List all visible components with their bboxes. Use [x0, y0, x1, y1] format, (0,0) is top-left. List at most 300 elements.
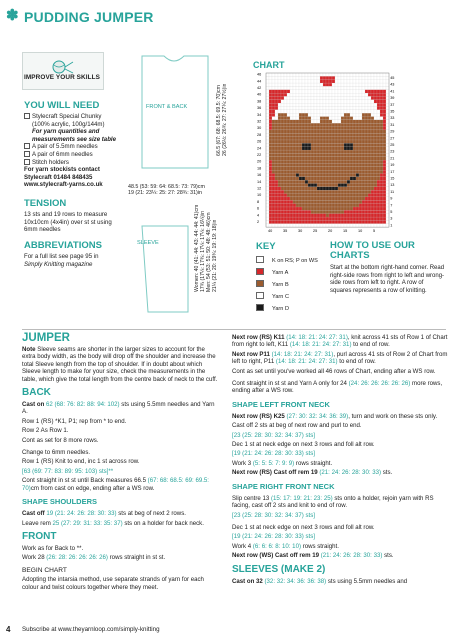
chart-cell: [359, 160, 362, 163]
chart-cell: [353, 224, 356, 227]
chart-cell: [308, 100, 311, 103]
chart-cell: [332, 96, 335, 99]
chart-cell: [272, 86, 275, 89]
chart-cell: [377, 210, 380, 213]
text: , purl across 41 sts of Row 2 of Chart from left to right, P11: [232, 350, 448, 366]
text: sts.: [382, 552, 394, 560]
pattern-left-column: JUMPER Note Sleeve seams are shorter in the larger sizes to account for the extra body width, as the body will drop off the shoulder and increase the total Sleeve length from the top of shoulder. If in doubt about which Sleeve length to make for your size, check the measurements in the table, which give the total length from the centre back of neck to the cuff. BACK Cast on 62 (68: 76: 82: 88: 94: 102) sts using 5.5mm needles and Yarn A. Row 1 (RS) *K1, P1; rep from * to end. Row 2 As Row 1. Cont as set for 8 more rows. Change to 6mm needles. Row 1 (RS) Knit to end, inc 1 st across row. [63 (69: 77: 83: 89: 95: 103) sts]** Cont straight in st st until Back measures 66.5 (67: 68: 68.5: 69: 69.5: 70)cm from cast on edge, ending after a WS row. SHAPE SHOULDERS Cast off 19 (21: 24: 26: 28: 30: 33) sts at beg of next 2 rows. Leave rem 25 (27: 29: 31: 33: 35: 37) sts on a holder for back neck. FRONT Work as for Back to **. Work 28 (26: 28: 26: 26: 26: 26) rows straight in st st. BEGIN CHART Adopting the intarsia method, use separate strands of yarn for each colour and twist colours together where they meet.: [22, 332, 218, 591]
chart-cell: [314, 110, 317, 113]
chart-cell: [341, 160, 344, 163]
chart-cell: [284, 90, 287, 93]
chart-cell: [323, 107, 326, 110]
chart-cell: [278, 187, 281, 190]
chart-cell: [329, 217, 332, 220]
chart-cell: [332, 86, 335, 89]
chart-cell: [359, 127, 362, 130]
chart-cell: [311, 140, 314, 143]
chart-cell: [275, 197, 278, 200]
key-swatch: [256, 256, 264, 263]
chart-cell: [344, 127, 347, 130]
chart-cell: [275, 130, 278, 133]
chart-cell: [341, 90, 344, 93]
chart-cell: [272, 103, 275, 106]
chart-cell: [320, 127, 323, 130]
chart-cell: [314, 80, 317, 83]
chart-cell: [338, 147, 341, 150]
chart-row-number: 4: [257, 213, 260, 218]
chart-cell: [272, 137, 275, 140]
chart-cell: [290, 224, 293, 227]
chart-cell: [353, 157, 356, 160]
chart-cell: [290, 167, 293, 170]
text: Work 28: [22, 554, 47, 562]
size-values: (27: 30: 32: 34: 36: 39): [286, 412, 349, 420]
chart-cell: [320, 210, 323, 213]
chart-cell: [320, 177, 323, 180]
chart-cell: [338, 76, 341, 79]
chart-cell: [317, 100, 320, 103]
chart-cell: [317, 160, 320, 163]
chart-cell: [380, 103, 383, 106]
chart-cell: [353, 76, 356, 79]
text: Next row (RS) Cast off rem 19: [232, 469, 320, 477]
chart-cell: [296, 76, 299, 79]
chart-cell: [377, 110, 380, 113]
chart-cell: [371, 133, 374, 136]
chart-cell: [380, 217, 383, 220]
chart-cell: [275, 96, 278, 99]
chart-cell: [266, 153, 269, 156]
chart-cell: [329, 200, 332, 203]
chart-cell: [356, 80, 359, 83]
chart-cell: [317, 147, 320, 150]
key-heading: KEY: [256, 241, 276, 252]
chart-cell: [305, 133, 308, 136]
chart-cell: [299, 190, 302, 193]
chart-cell: [302, 217, 305, 220]
chart-cell: [353, 107, 356, 110]
chart-cell: [326, 200, 329, 203]
chart-cell: [266, 117, 269, 120]
chart-cell: [275, 150, 278, 153]
chart-cell: [272, 167, 275, 170]
chart-cell: [371, 93, 374, 96]
chart-cell: [326, 93, 329, 96]
chart-cell: [350, 160, 353, 163]
chart-cell: [281, 207, 284, 210]
chart-cell: [293, 174, 296, 177]
chart-cell: [350, 130, 353, 133]
chart-cell: [281, 150, 284, 153]
chart-cell: [365, 143, 368, 146]
measure-line: 19 (21: 23¼: 25: 27: 28¾: 31)in: [128, 190, 202, 197]
chart-cell: [359, 130, 362, 133]
text: sts using 5.5mm needles and: [326, 577, 408, 585]
chart-cell: [302, 214, 305, 217]
chart-row-number: 28: [257, 132, 262, 137]
chart-cell: [323, 190, 326, 193]
chart-cell: [332, 187, 335, 190]
chart-cell: [308, 120, 311, 123]
chart-cell: [275, 113, 278, 116]
chart-cell: [305, 157, 308, 160]
chart-cell: [371, 137, 374, 140]
chart-cell: [284, 163, 287, 166]
chart-cell: [356, 210, 359, 213]
key-item: [256, 292, 289, 300]
chart-cell: [362, 157, 365, 160]
chart-cell: [377, 153, 380, 156]
chart-cell: [320, 147, 323, 150]
chart-cell: [266, 217, 269, 220]
chart-cell: [359, 96, 362, 99]
chart-row-number: 21: [390, 156, 395, 161]
chart-cell: [266, 80, 269, 83]
chart-cell: [290, 184, 293, 187]
chart-cell: [323, 150, 326, 153]
chart-cell: [380, 157, 383, 160]
chart-cell: [290, 76, 293, 79]
chart-cell: [278, 113, 281, 116]
chart-cell: [275, 184, 278, 187]
chart-cell: [320, 76, 323, 79]
chart-cell: [275, 140, 278, 143]
chart-cell: [383, 140, 386, 143]
chart-cell: [311, 117, 314, 120]
chart-cell: [365, 137, 368, 140]
chart-cell: [320, 117, 323, 120]
chart-cell: [320, 140, 323, 143]
chart-cell: [272, 217, 275, 220]
chart-cell: [380, 170, 383, 173]
chart-cell: [269, 76, 272, 79]
chart-cell: [347, 167, 350, 170]
chart-cell: [311, 86, 314, 89]
chart-cell: [308, 160, 311, 163]
chart-cell: [290, 120, 293, 123]
chart-cell: [335, 133, 338, 136]
size-values: [63 (69: 77: 83: 89: 95: 103) sts]**: [22, 467, 114, 475]
chart-cell: [365, 113, 368, 116]
chart-cell: [308, 130, 311, 133]
chart-cell: [344, 120, 347, 123]
chart-cell: [353, 123, 356, 126]
chart-cell: [320, 103, 323, 106]
text: sts.: [381, 469, 393, 477]
chart-cell: [383, 150, 386, 153]
chart-cell: [356, 190, 359, 193]
chart-cell: [275, 143, 278, 146]
chart-cell: [272, 224, 275, 227]
chart-cell: [362, 110, 365, 113]
pattern-right-column: [232, 332, 448, 585]
chart-cell: [374, 140, 377, 143]
chart-cell: [293, 130, 296, 133]
chart-cell: [371, 123, 374, 126]
chart-cell: [266, 214, 269, 217]
chart-cell: [356, 103, 359, 106]
chart-cell: [269, 180, 272, 183]
chart-cell: [308, 96, 311, 99]
chart-cell: [287, 73, 290, 76]
key-item: [256, 304, 289, 312]
size-values: (6: 6: 6: 8: 10: 10): [252, 542, 301, 550]
chart-cell: [287, 80, 290, 83]
chart-cell: [278, 133, 281, 136]
text: rows straight.: [301, 542, 339, 550]
chart-cell: [299, 224, 302, 227]
chart-cell: [272, 133, 275, 136]
chart-cell: [341, 113, 344, 116]
text: sts onto a holder, rejoin yarn with RS facing, cast off 2 sts and knit to end of row.: [232, 494, 434, 510]
chart-cell: [356, 73, 359, 76]
chart-col-number: 40: [268, 229, 273, 234]
chart-cell: [353, 117, 356, 120]
chart-cell: [296, 210, 299, 213]
chart-cell: [266, 170, 269, 173]
chart-cell: [374, 220, 377, 223]
chart-cell: [386, 210, 389, 213]
chart-cell: [335, 130, 338, 133]
chart-cell: [311, 137, 314, 140]
chart-cell: [386, 113, 389, 116]
chart-row-number: 35: [390, 109, 395, 114]
chart-cell: [329, 140, 332, 143]
chart-cell: [368, 160, 371, 163]
chart-cell: [317, 207, 320, 210]
chart-cell: [371, 157, 374, 160]
chart-cell: [311, 110, 314, 113]
chart-cell: [281, 83, 284, 86]
chart-cell: [332, 200, 335, 203]
chart-cell: [329, 117, 332, 120]
chart-cell: [320, 100, 323, 103]
chart-cell: [362, 153, 365, 156]
chart-cell: [308, 197, 311, 200]
sleeve-label: SLEEVE: [137, 240, 159, 246]
chart-cell: [362, 133, 365, 136]
chart-cell: [314, 180, 317, 183]
chart-cell: [311, 130, 314, 133]
chart-cell: [323, 120, 326, 123]
chart-cell: [386, 130, 389, 133]
chart-cell: [290, 160, 293, 163]
chart-cell: [311, 174, 314, 177]
chart-cell: [368, 137, 371, 140]
chart-cell: [326, 177, 329, 180]
chart-cell: [386, 147, 389, 150]
chart-cell: [383, 200, 386, 203]
chart-cell: [293, 76, 296, 79]
chart-cell: [290, 190, 293, 193]
chart-cell: [320, 174, 323, 177]
chart-cell: [329, 123, 332, 126]
chart-cell: [305, 130, 308, 133]
chart-cell: [314, 143, 317, 146]
chart-cell: [302, 96, 305, 99]
chart-cell: [377, 120, 380, 123]
chart-cell: [332, 130, 335, 133]
chart-cell: [368, 96, 371, 99]
size-values: 62 (68: 76: 82: 88: 94: 102): [46, 401, 120, 409]
chart-cell: [293, 123, 296, 126]
chart-cell: [332, 217, 335, 220]
chart-cell: [287, 100, 290, 103]
chart-cell: [365, 123, 368, 126]
chart-cell: [368, 80, 371, 83]
row-instruction: Row 2 As Row 1.: [22, 427, 69, 435]
chart-cell: [272, 157, 275, 160]
chart-cell: [299, 120, 302, 123]
chart-cell: [269, 200, 272, 203]
abbr-line: Simply Knitting magazine: [24, 260, 93, 268]
chart-cell: [350, 73, 353, 76]
chart-cell: [308, 137, 311, 140]
chart-cell: [353, 160, 356, 163]
chart-cell: [302, 103, 305, 106]
chart-cell: [281, 110, 284, 113]
chart-cell: [317, 113, 320, 116]
chart-cell: [284, 184, 287, 187]
chart-cell: [272, 184, 275, 187]
chart-cell: [317, 217, 320, 220]
chart-cell: [374, 123, 377, 126]
chart-cell: [305, 217, 308, 220]
chart-cell: [314, 174, 317, 177]
chart-cell: [326, 107, 329, 110]
size-values: [23 (25: 28: 30: 32: 34: 37) sts]: [232, 431, 315, 439]
chart-cell: [272, 153, 275, 156]
chart-cell: [371, 107, 374, 110]
chart-cell: [371, 167, 374, 170]
chart-cell: [383, 90, 386, 93]
chart-cell: [308, 143, 311, 146]
chart-cell: [317, 197, 320, 200]
chart-cell: [347, 120, 350, 123]
chart-cell: [377, 103, 380, 106]
chart-cell: [302, 90, 305, 93]
chart-cell: [299, 107, 302, 110]
chart-cell: [329, 190, 332, 193]
chart-cell: [377, 224, 380, 227]
chart-row-number: 7: [390, 203, 393, 208]
chart-cell: [368, 210, 371, 213]
chart-cell: [386, 167, 389, 170]
chart-cell: [383, 210, 386, 213]
chart-cell: [383, 194, 386, 197]
chart-cell: [284, 174, 287, 177]
chart-cell: [356, 180, 359, 183]
chart-cell: [326, 187, 329, 190]
chart-cell: [344, 123, 347, 126]
chart-cell: [353, 120, 356, 123]
chart-cell: [302, 194, 305, 197]
chart-cell: [320, 137, 323, 140]
chart-cell: [380, 130, 383, 133]
chart-cell: [359, 190, 362, 193]
chart-cell: [317, 157, 320, 160]
chart-cell: [326, 163, 329, 166]
chart-cell: [341, 130, 344, 133]
chart-cell: [371, 83, 374, 86]
chart-cell: [338, 153, 341, 156]
chart-cell: [293, 83, 296, 86]
chart-cell: [371, 224, 374, 227]
chart-cell: [299, 174, 302, 177]
chart-cell: [278, 137, 281, 140]
chart-cell: [326, 117, 329, 120]
chart-cell: [275, 83, 278, 86]
chart-cell: [374, 110, 377, 113]
chart-cell: [359, 204, 362, 207]
subscribe-link[interactable]: Subscribe at www.theyarnloop.com/simply-knitting: [22, 626, 160, 633]
sleeve-length-measure: [194, 205, 218, 292]
chart-cell: [281, 113, 284, 116]
chart-cell: [347, 127, 350, 130]
key-item: [256, 280, 289, 288]
chart-cell: [284, 224, 287, 227]
chart-cell: [353, 194, 356, 197]
chart-cell: [335, 177, 338, 180]
chart-cell: [383, 107, 386, 110]
chart-cell: [362, 130, 365, 133]
chart-cell: [344, 163, 347, 166]
chart-cell: [350, 140, 353, 143]
chart-cell: [272, 80, 275, 83]
chart-cell: [359, 167, 362, 170]
chart-cell: [314, 187, 317, 190]
chart-cell: [359, 76, 362, 79]
chart-cell: [320, 217, 323, 220]
chart-cell: [308, 133, 311, 136]
chart-cell: [287, 210, 290, 213]
chart-cell: [296, 113, 299, 116]
chart-cell: [269, 184, 272, 187]
chart-cell: [347, 163, 350, 166]
chart-cell: [365, 207, 368, 210]
chart-cell: [272, 210, 275, 213]
chart-cell: [365, 96, 368, 99]
chart-cell: [275, 187, 278, 190]
chart-cell: [356, 153, 359, 156]
chart-cell: [338, 123, 341, 126]
chart-cell: [353, 113, 356, 116]
chart-cell: [266, 204, 269, 207]
chart-cell: [380, 80, 383, 83]
note-line: For yarn quantities and: [32, 128, 100, 136]
chart-cell: [386, 194, 389, 197]
chart-cell: [314, 127, 317, 130]
chart-cell: [362, 147, 365, 150]
chart-cell: [365, 217, 368, 220]
chart-cell: [317, 127, 320, 130]
chart-cell: [350, 117, 353, 120]
chart-cell: [272, 123, 275, 126]
chart-cell: [371, 110, 374, 113]
chart-cell: [350, 100, 353, 103]
chart-cell: [266, 167, 269, 170]
chart-cell: [365, 163, 368, 166]
chart-row-number: 12: [257, 186, 262, 191]
chart-cell: [386, 127, 389, 130]
chart-cell: [323, 127, 326, 130]
chart-cell: [362, 184, 365, 187]
chart-cell: [317, 187, 320, 190]
chart-cell: [287, 120, 290, 123]
chart-cell: [332, 117, 335, 120]
chart-cell: [275, 93, 278, 96]
chart-cell: [314, 150, 317, 153]
